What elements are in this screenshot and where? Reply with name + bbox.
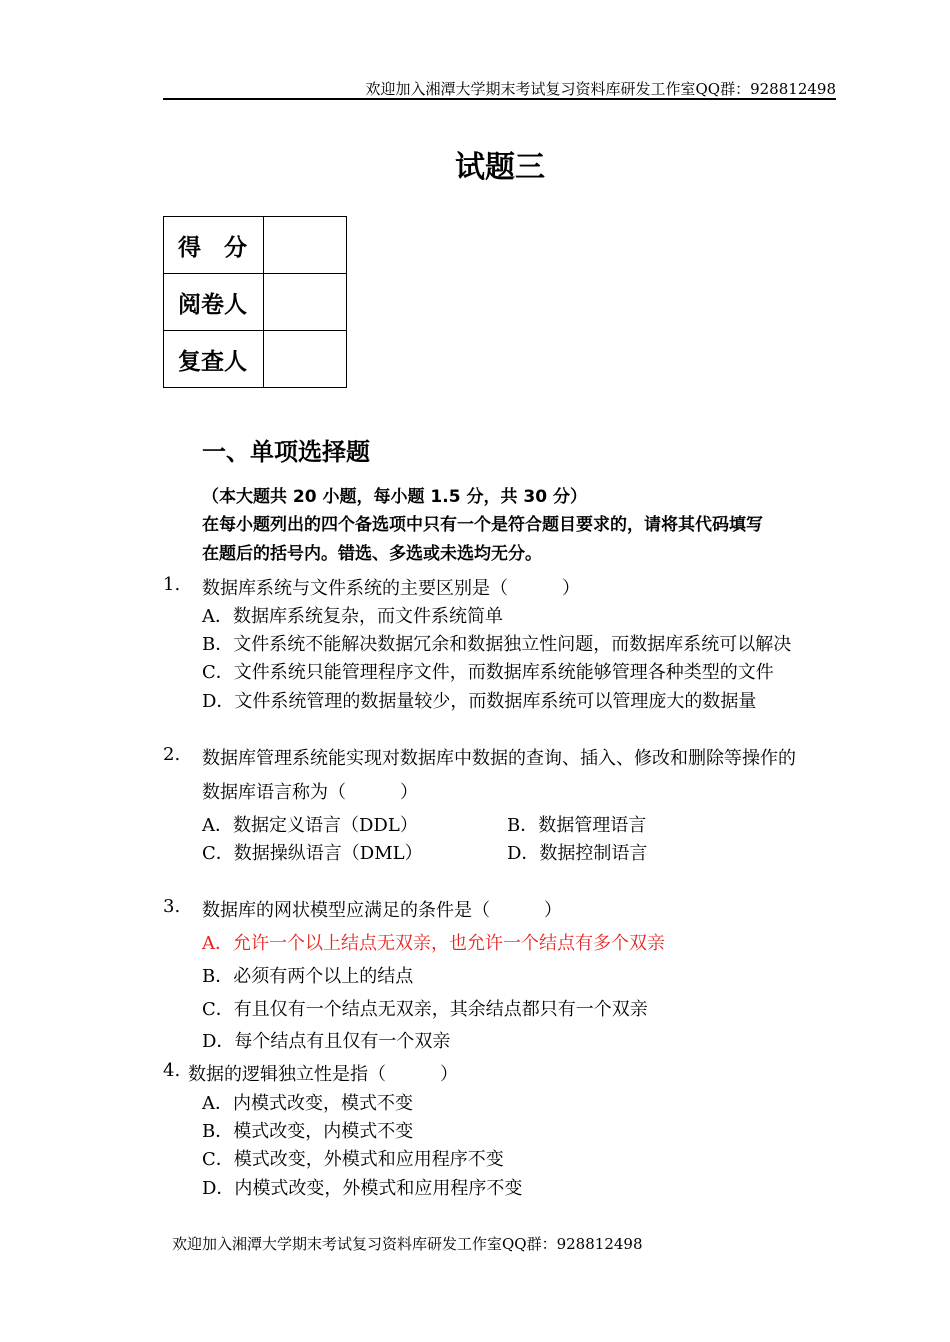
score-table (163, 216, 347, 388)
question-4-number: 4. (163, 1060, 181, 1081)
question-4-option-c: C．模式改变，外模式和应用程序不变 (202, 1149, 504, 1170)
exam-title: 试题三 (455, 150, 545, 185)
question-3-option-b: B．必须有两个以上的结点 (202, 966, 414, 987)
question-2-option-a: A．数据定义语言（DDL） (202, 815, 418, 836)
question-3-option-c: C．有且仅有一个结点无双亲，其余结点都只有一个双亲 (202, 999, 648, 1020)
page-header: 欢迎加入湘潭大学期末考试复习资料库研发工作室QQ群：928812498 (365, 80, 836, 98)
question-2-number: 2. (163, 744, 181, 765)
grader-label: 阅卷人 (164, 274, 264, 331)
reviewer-value (264, 331, 347, 388)
question-3-option-d: D．每个结点有且仅有一个双亲 (202, 1031, 451, 1052)
score-row (164, 217, 347, 274)
section-note: （本大题共 20 小题，每小题 1.5 分，共 30 分） (202, 487, 587, 507)
question-1-stem: 数据库系统与文件系统的主要区别是（ ） (202, 578, 580, 599)
reviewer-row (164, 331, 347, 388)
question-4-option-d: D．内模式改变，外模式和应用程序不变 (202, 1178, 523, 1199)
question-4-option-a: A．内模式改变，模式不变 (202, 1093, 413, 1114)
section-instruction-line1: 在每小题列出的四个备选项中只有一个是符合题目要求的，请将其代码填写 (202, 515, 763, 535)
question-4-stem: 数据的逻辑独立性是指（ ） (188, 1064, 458, 1085)
question-3-number: 3. (163, 896, 181, 917)
question-3-stem: 数据库的网状模型应满足的条件是（ ） (202, 900, 562, 921)
question-2-stem-line2: 数据库语言称为（ ） (202, 782, 418, 803)
question-4-option-b: B．模式改变，内模式不变 (202, 1121, 414, 1142)
section-title: 一、单项选择题 (202, 438, 370, 466)
question-2-stem-line1: 数据库管理系统能实现对数据库中数据的查询、插入、修改和删除等操作的 (202, 748, 796, 769)
question-1-option-b: B．文件系统不能解决数据冗余和数据独立性问题，而数据库系统可以解决 (202, 634, 792, 655)
score-value (264, 217, 347, 274)
question-2-option-c: C．数据操纵语言（DML） (202, 843, 423, 864)
question-2-option-b: B．数据管理语言 (507, 815, 647, 836)
grader-row (164, 274, 347, 331)
question-1-option-d: D．文件系统管理的数据量较少，而数据库系统可以管理庞大的数据量 (202, 691, 757, 712)
question-1-number: 1. (163, 574, 181, 595)
question-1-option-a: A．数据库系统复杂，而文件系统简单 (202, 606, 503, 627)
grader-value (264, 274, 347, 331)
reviewer-label: 复查人 (164, 331, 264, 388)
header-rule (163, 98, 836, 100)
question-3-option-a-highlighted: A．允许一个以上结点无双亲，也允许一个结点有多个双亲 (202, 933, 665, 954)
section-instruction-line2: 在题后的括号内。错选、多选或未选均无分。 (202, 544, 542, 564)
question-2-option-d: D．数据控制语言 (507, 843, 648, 864)
question-1-option-c: C．文件系统只能管理程序文件，而数据库系统能够管理各种类型的文件 (202, 662, 774, 683)
page-footer: 欢迎加入湘潭大学期末考试复习资料库研发工作室QQ群：928812498 (172, 1235, 643, 1253)
score-label: 得 分 (164, 217, 264, 274)
